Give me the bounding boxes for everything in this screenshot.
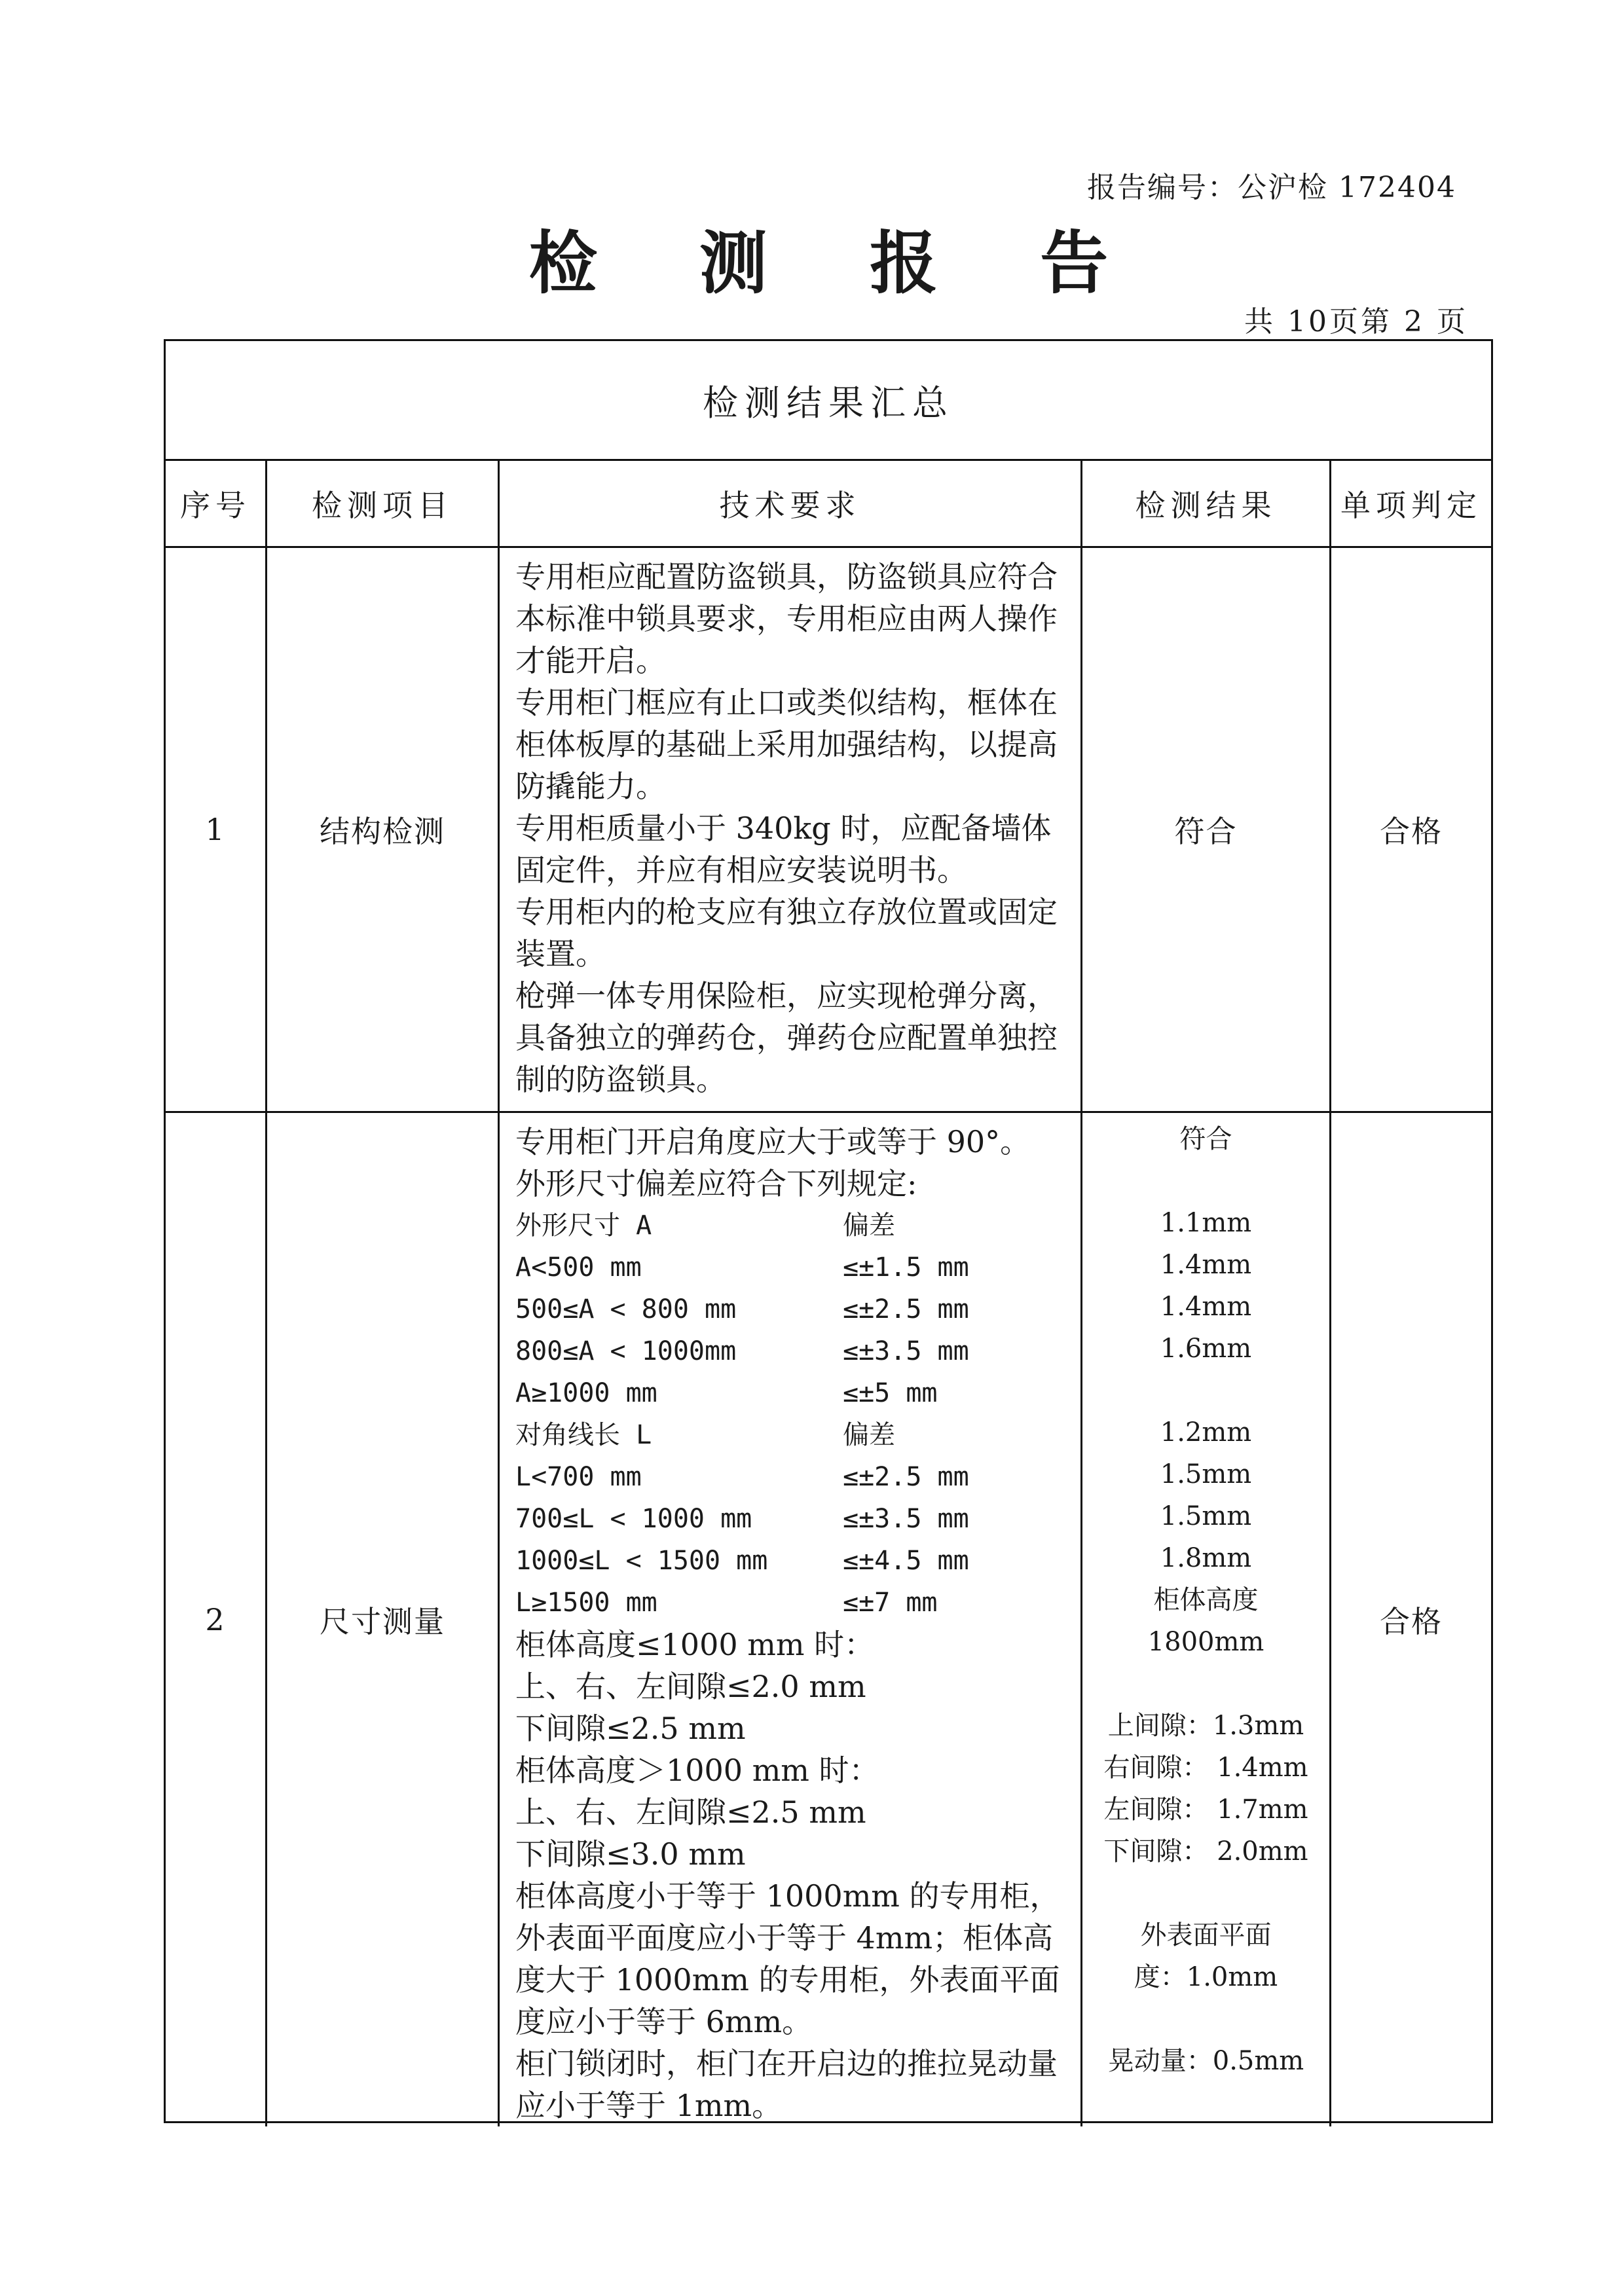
spec-range: A<500 mm	[515, 1252, 642, 1283]
requirement-text: 柜门锁闭时，柜门在开启边的推拉晃动量应小于等于 1mm。	[515, 2046, 1058, 2123]
result-line: 1.2mm	[1160, 1417, 1252, 1448]
result-line: 1800mm	[1147, 1627, 1264, 1657]
header-result: 检测结果	[1082, 461, 1331, 546]
row-result-list	[1082, 1113, 1331, 2126]
tolerance-spec	[515, 1205, 1067, 1624]
row-number: 2	[166, 1113, 267, 2126]
spec-tolerance: ≤±4.5 mm	[843, 1546, 969, 1576]
result-line	[1082, 1663, 1329, 1705]
spec-range: 对角线长 L	[515, 1420, 652, 1450]
result-line	[1082, 1370, 1329, 1412]
spec-tolerance: ≤±2.5 mm	[843, 1294, 969, 1324]
requirement-text: 下间隙≤2.5 mm	[515, 1711, 746, 1746]
requirement-text: 柜体高度＞1000 mm 时：	[515, 1753, 879, 1788]
result-line: 1.5mm	[1160, 1501, 1252, 1531]
header-no: 序号	[166, 461, 267, 546]
spec-range: L<700 mm	[515, 1462, 642, 1492]
spec-tolerance: ≤±5 mm	[843, 1378, 938, 1408]
table-row	[166, 1113, 1491, 2121]
table-row	[166, 548, 1491, 1113]
spec-tolerance: 偏差	[843, 1211, 895, 1241]
spec-range: A≥1000 mm	[515, 1378, 657, 1408]
result-line: 柜体高度	[1153, 1585, 1259, 1615]
row-item: 尺寸测量	[267, 1113, 500, 2126]
result-line: 度：1.0mm	[1134, 1962, 1278, 1992]
row-verdict: 合格	[1380, 1604, 1443, 1639]
spec-line	[515, 1456, 1067, 1498]
result-line: 1.4mm	[1160, 1250, 1252, 1280]
result-line: 符合	[1179, 1124, 1232, 1154]
table-title: 检测结果汇总	[166, 341, 1491, 461]
result-line: 外表面平面	[1140, 1920, 1272, 1950]
result-line: 1.4mm	[1160, 1292, 1252, 1322]
row-result: 符合	[1082, 548, 1331, 1111]
result-line	[1082, 1998, 1329, 2040]
result-line: 1.1mm	[1160, 1208, 1252, 1238]
report-number: 报告编号：公沪检 172404	[1087, 171, 1456, 204]
result-line: 1.8mm	[1160, 1543, 1252, 1573]
spec-range: 800≤A < 1000mm	[515, 1336, 737, 1366]
requirement-text: 枪弹一体专用保险柜，应实现枪弹分离，具备独立的弹药仓，弹药仓应配置单独控制的防盗锁具。	[515, 978, 1058, 1097]
spec-range: 1000≤L < 1500 mm	[515, 1546, 768, 1576]
header-item: 检测项目	[267, 461, 500, 546]
requirement-text: 专用柜应配置防盗锁具，防盗锁具应符合本标准中锁具要求，专用柜应由两人操作才能开启。	[515, 559, 1058, 678]
spec-range: 700≤L < 1000 mm	[515, 1504, 752, 1534]
result-line: 上间隙：1.3mm	[1107, 1711, 1304, 1741]
spec-line	[515, 1540, 1067, 1582]
spec-tolerance: ≤±7 mm	[843, 1588, 938, 1618]
requirement-text: 柜体高度≤1000 mm 时：	[515, 1627, 875, 1662]
spec-line	[515, 1372, 1067, 1414]
header-requirements: 技术要求	[500, 461, 1082, 546]
requirement-text: 专用柜内的枪支应有独立存放位置或固定装置。	[515, 894, 1058, 972]
spec-line	[515, 1288, 1067, 1330]
header-verdict: 单项判定	[1340, 488, 1482, 523]
result-line: 1.6mm	[1160, 1334, 1252, 1364]
requirement-text: 专用柜门开启角度应大于或等于 90°。	[515, 1124, 1031, 1159]
row-requirements	[500, 548, 1082, 1111]
result-line: 右间隙： 1.4mm	[1103, 1753, 1308, 1783]
requirement-text: 上、右、左间隙≤2.5 mm	[515, 1795, 866, 1830]
spec-line	[515, 1582, 1067, 1624]
result-line: 晃动量：0.5mm	[1107, 2046, 1304, 2076]
requirement-text: 专用柜质量小于 340kg 时，应配备墙体固定件，并应有相应安装说明书。	[515, 811, 1052, 888]
row-verdict: 合格	[1380, 814, 1443, 849]
result-line: 1.5mm	[1160, 1459, 1252, 1489]
result-line	[1082, 1872, 1329, 1914]
spec-range: 外形尺寸 A	[515, 1211, 652, 1241]
spec-line	[515, 1498, 1067, 1540]
result-line	[1082, 1160, 1329, 1202]
requirement-text: 下间隙≤3.0 mm	[515, 1836, 746, 1872]
table-header-row	[166, 461, 1491, 548]
results-summary-table	[164, 339, 1493, 2123]
spec-range: L≥1500 mm	[515, 1588, 657, 1618]
spec-range: 500≤A < 800 mm	[515, 1294, 737, 1324]
spec-line	[515, 1205, 1067, 1247]
requirement-text: 专用柜门框应有止口或类似结构，框体在柜体板厚的基础上采用加强结构，以提高防撬能力。	[515, 685, 1058, 804]
spec-tolerance: ≤±2.5 mm	[843, 1462, 969, 1492]
row-requirements	[500, 1113, 1082, 2126]
spec-tolerance: 偏差	[843, 1420, 895, 1450]
result-line: 下间隙： 2.0mm	[1103, 1836, 1308, 1867]
requirement-text: 外形尺寸偏差应符合下列规定:	[515, 1166, 917, 1201]
spec-tolerance: ≤±1.5 mm	[843, 1252, 969, 1283]
requirement-text: 柜体高度小于等于 1000mm 的专用柜，外表面平面度应小于等于 4mm；柜体高度大于 1000mm 的专用柜，外表面平面度应小于等于 6mm。	[515, 1878, 1060, 2039]
spec-tolerance: ≤±3.5 mm	[843, 1336, 969, 1366]
spec-tolerance: ≤±3.5 mm	[843, 1504, 969, 1534]
report-title: 检 测 报 告	[528, 223, 1148, 303]
spec-line	[515, 1330, 1067, 1372]
row-number: 1	[166, 548, 267, 1111]
requirement-text: 上、右、左间隙≤2.0 mm	[515, 1669, 866, 1704]
row-item: 结构检测	[267, 548, 500, 1111]
page-info: 共 10页第 2 页	[1244, 305, 1468, 338]
result-line: 左间隙： 1.7mm	[1103, 1795, 1308, 1825]
spec-line	[515, 1414, 1067, 1456]
spec-line	[515, 1247, 1067, 1288]
